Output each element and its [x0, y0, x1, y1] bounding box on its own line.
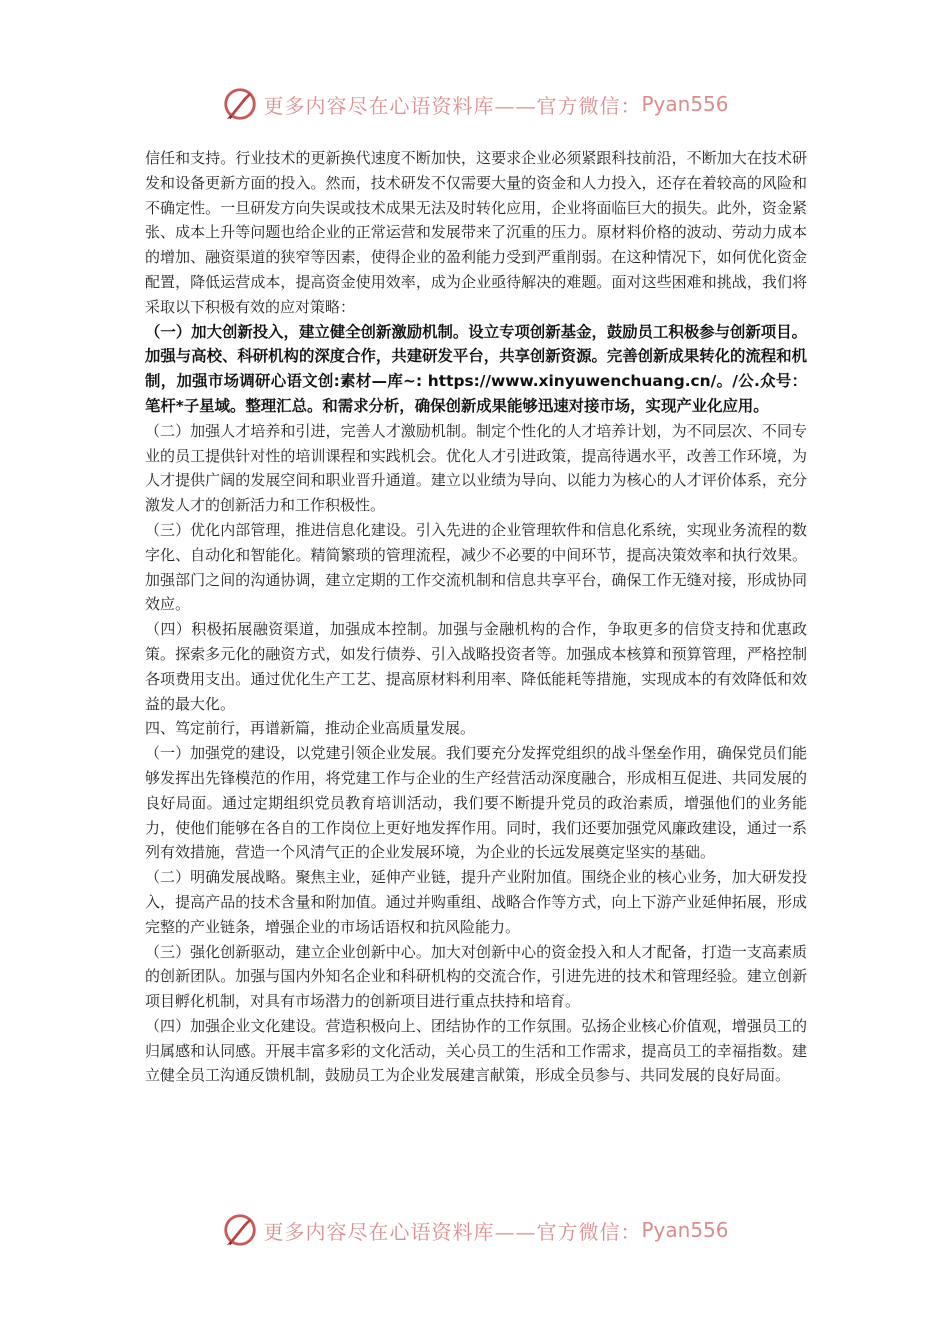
- section-heading: 四、笃定前行，再谱新篇，推动企业高质量发展。: [145, 719, 476, 738]
- banner-text: 更多内容尽在心语资料库——官方微信：: [263, 93, 642, 118]
- footer-banner: [0, 1208, 950, 1252]
- banner-wechat-id: Pyan556: [641, 92, 729, 116]
- paragraph: （二）加强人才培养和引进，完善人才激励机制。制定个性化的人才培养计划，为不同层次、不同专业的员工提供针对性的培训课程和实践机会。优化人才引进政策，提高待遇水平，改善工作环境，为人才提供广阔的发展空间和职业晋升通道。建立以业绩为导向、以能力为核心的人才评价体系，充分激发人才的创新活力和工作积极性。: [145, 421, 807, 515]
- paragraph: （三）强化创新驱动，建立企业创新中心。加大对创新中心的资金投入和人才配备，打造一支高素质的创新团队。加强与国内外知名企业和科研机构的交流合作，引进先进的技术和管理经验。建立创新项目孵化机制，对具有市场潜力的创新项目进行重点扶持和培育。: [145, 942, 807, 1011]
- banner-text: 更多内容尽在心语资料库——官方微信：: [263, 1219, 642, 1244]
- paragraph: （二）明确发展战略。聚焦主业，延伸产业链，提升产业附加值。围绕企业的核心业务，加大研发投入，提高产品的技术含量和附加值。通过并购重组、战略合作等方式，向上下游产业延伸拓展，形成完整的产业链条，增强企业的市场话语权和抗风险能力。: [145, 868, 807, 936]
- paragraph: （四）积极拓展融资渠道，加强成本控制。加强与金融机构的合作，争取更多的信贷支持和优惠政策。探索多元化的融资方式，如发行债券、引入战略投资者等。加强成本核算和预算管理，严格控制各项费用支出。通过优化生产工艺、提高原材料利用率、降低能耗等措施，实现成本的有效降低和效益的最大化。: [145, 620, 807, 713]
- paragraph-bold: （一）加大创新投入，建立健全创新激励机制。设立专项创新基金，鼓励员工积极参与创新项目。加强与高校、科研机构的深度合作，共建研发平台，共享创新资源。完善创新成果转化的流程和机制，加强市场调研心语文创:素材—库~: https://www.xinyuwenchuang.cn/。/公.众号：笔杆*子星域。整理汇总。和需求分析，确保创新成果能够迅速对接市场，实现产业化应用。: [145, 322, 807, 415]
- paragraph: 信任和支持。行业技术的更新换代速度不断加快，这要求企业必须紧跟科技前沿，不断加大在技术研发和设备更新方面的投入。然而，技术研发不仅需要大量的资金和人力投入，还存在着较高的风险和不确定性。一旦研发方向失误或技术成果无法及时转化应用，企业将面临巨大的损失。此外，资金紧张、成本上升等问题也给企业的正常运营和发展带来了沉重的压力。原材料价格的波动、劳动力成本的增加、融资渠道的狭窄等因素，使得企业的盈利能力受到严重削弱。在这种情况下，如何优化资金配置，降低运营成本，提高资金使用效率，成为企业亟待解决的难题。面对这些困难和挑战，我们将采取以下积极有效的应对策略：: [145, 149, 807, 316]
- banner-wechat-id: Pyan556: [641, 1218, 729, 1242]
- paragraph: （四）加强企业文化建设。营造积极向上、团结协作的工作氛围。弘扬企业核心价值观，增强员工的归属感和认同感。开展丰富多彩的文化活动，关心员工的生活和工作需求，提高员工的幸福指数。建立健全员工沟通反馈机制，鼓励员工为企业发展建言献策，形成全员参与、共同发展的良好局面。: [145, 1016, 807, 1085]
- header-banner: [0, 82, 950, 126]
- paragraph: （一）加强党的建设，以党建引领企业发展。我们要充分发挥党组织的战斗堡垒作用，确保党员们能够发挥出先锋模范的作用，将党建工作与企业的生产经营活动深度融合，形成相互促进、共同发展的良好局面。通过定期组织党员教育培训活动，我们要不断提升党员的政治素质，增强他们的业务能力，使他们能够在各自的工作岗位上更好地发挥作用。同时，我们还要加强党风廉政建设，通过一系列有效措施，营造一个风清气正的企业发展环境，为企业的长远发展奠定坚实的基础。: [145, 744, 807, 862]
- logo-icon: [221, 1211, 259, 1249]
- logo-icon: [221, 85, 259, 123]
- document-body: [145, 146, 807, 1088]
- paragraph: （三）优化内部管理，推进信息化建设。引入先进的企业管理软件和信息化系统，实现业务流程的数字化、自动化和智能化。精简繁琐的管理流程，减少不必要的中间环节，提高决策效率和执行效果。加强部门之间的沟通协调，建立定期的工作交流机制和信息共享平台，确保工作无缝对接，形成协同效应。: [145, 520, 807, 614]
